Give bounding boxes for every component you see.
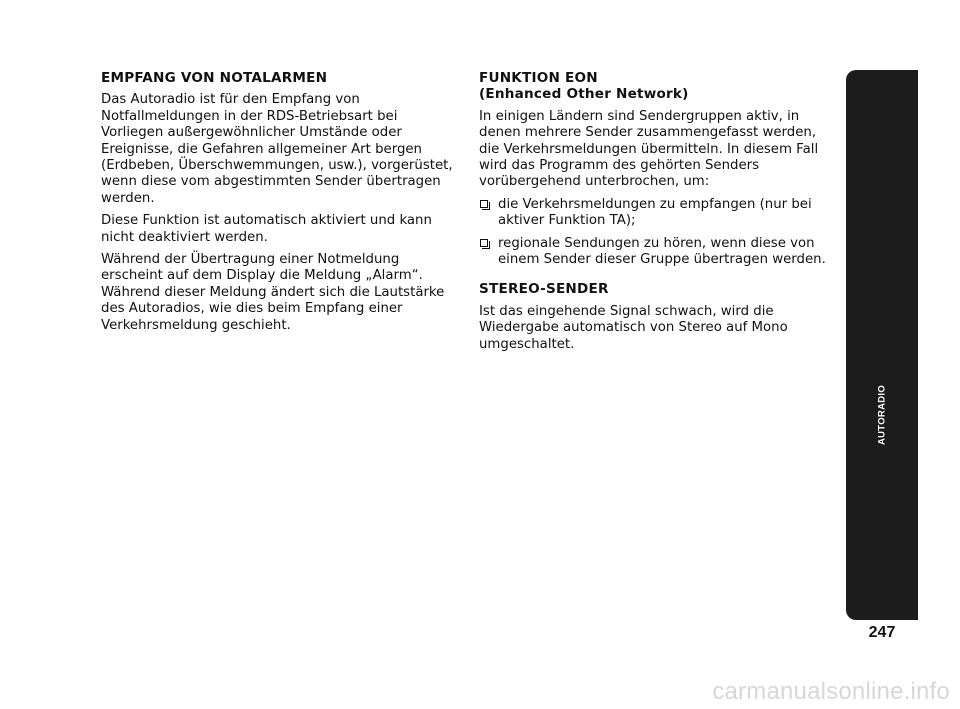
paragraph: Das Autoradio ist für den Empfang von Notfallmeldungen in der RDS-Betriebsart bei Vorliegen außergewöhnlicher Umstände oder Ereignisse, die Gefahren allgemeiner Art bergen (Erdbeben, Überschwemmungen, usw.), vorgerüstet, wenn diese vom abgestimmten Sender übertragen werden.	[101, 92, 453, 206]
chapter-label: AUTORADIO	[876, 384, 888, 446]
list-item	[479, 236, 837, 269]
page-number: 247	[868, 624, 896, 641]
list-item	[479, 197, 837, 230]
paragraph: Ist das eingehende Signal schwach, wird die Wiedergabe automatisch von Stereo auf Mono umgeschaltet.	[479, 303, 788, 352]
watermark: carmanualsonline.info	[712, 678, 950, 705]
heading-line: FUNKTION EON	[479, 70, 598, 86]
paragraph: Während der Übertragung einer Notmeldung erscheint auf dem Display die Meldung „Alarm“. Während dieser Meldung ändert sich die Lautstärke des Autoradios, wie dies beim Empfang einer Verkehrsmeldung geschieht.	[101, 252, 445, 333]
paragraph: In einigen Ländern sind Sendergruppen aktiv, in denen mehrere Sender zusammengefasst werden, die Verkehrsmeldungen übermitteln. In diesem Fall wird das Programm des gehörten Senders vorübergehend unterbrochen, um:	[479, 108, 819, 190]
section-heading-stereo: STEREO-SENDER	[479, 281, 609, 298]
right-column	[479, 70, 837, 359]
chapter-tab	[846, 70, 918, 620]
left-column	[101, 70, 463, 340]
section-heading-emergency: EMPFANG VON NOTALARMEN	[101, 70, 328, 86]
checkbox-bullet-icon	[480, 200, 488, 208]
section-heading-eon	[479, 70, 837, 103]
checkbox-bullet-icon	[480, 239, 488, 247]
list-item-text: die Verkehrsmeldungen zu empfangen (nur bei aktiver Funktion TA);	[498, 196, 812, 229]
paragraph: Diese Funktion ist automatisch aktiviert und kann nicht deaktiviert werden.	[101, 213, 432, 245]
heading-line: (Enhanced Other Network)	[479, 86, 689, 103]
list-item-text: regionale Sendungen zu hören, wenn diese von einem Sender dieser Gruppe übertragen werden.	[498, 235, 826, 268]
